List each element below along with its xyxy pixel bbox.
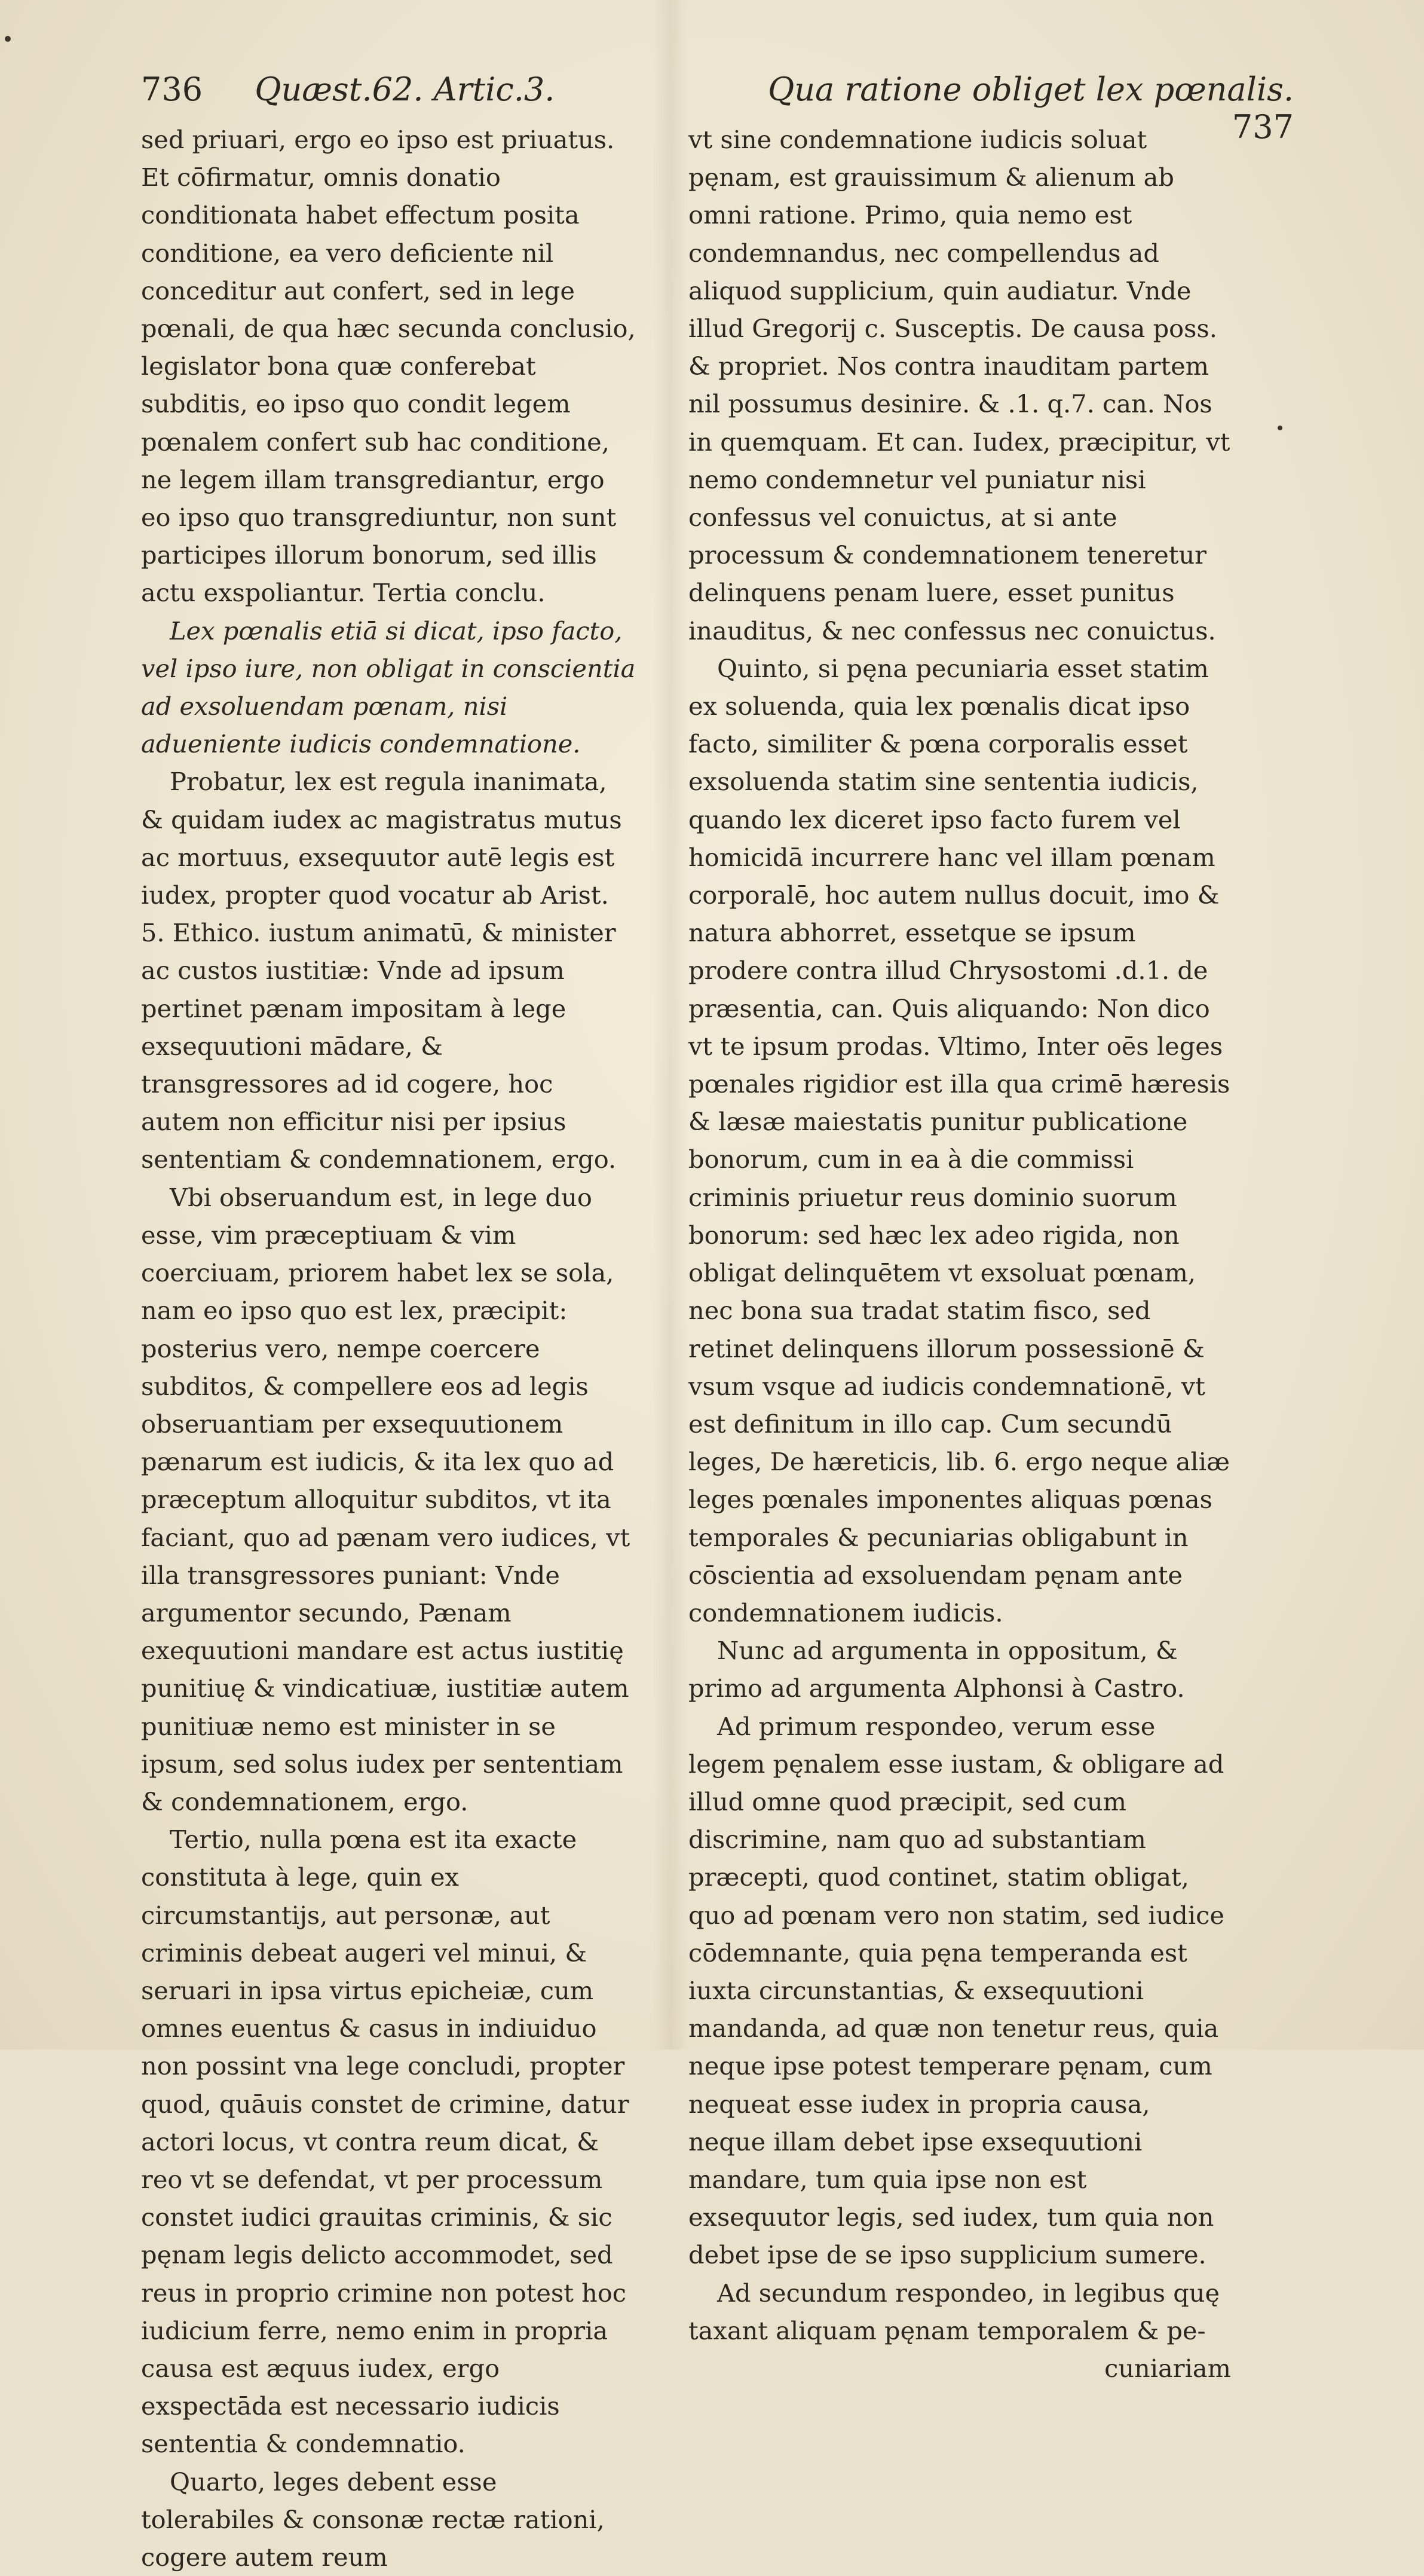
paragraph: Quinto, si pęna pecuniaria esset statim ex soluenda, quia lex pœnalis dicat ipso facto, similiter & pœna corporalis esset exsoluenda statim sine sententia iudicis, quando lex diceret ipso facto furem vel homicidā incurrere hanc vel illam pœnam corporalē, hoc autem nullus docuit, imo & natura abhorret, essetque se ipsum prodere contra illud Chrysostomi .d.1. de præsentia, can. Quis aliquando: Non dico vt te ipsum prodas. Vltimo, Inter oēs leges pœnales rigidior est illa qua crimē hæresis & læsæ maiestatis punitur publicatione bonorum, cum in ea à die commissi criminis priuetur reus dominio suorum bonorum: sed hæc lex adeo rigida, non obligat delinquētem vt exsoluat pœnam, nec bona sua tradat statim fisco, sed retinet delinquens illorum possessionē & vsum vsque ad iudicis condemnationē, vt est definitum in illo cap. Cum secundū leges, De hæreticis, lib. 6. ergo neque aliæ leges pœnales imponentes aliquas pœnas temporales & pecuniarias obligabunt in cōscientia ad exsoluendam pęnam ante condemnationem iudicis. — [688, 653, 1230, 1627]
paragraph: Probatur, lex est regula inanimata, & quidam iudex ac magistratus mutus ac mortuus, exsequutor autē legis est iudex, propter quod vocatur ab Arist. 5. Ethico. iustum animatū, & minister ac custos iustitiæ: Vnde ad ipsum pertinet pænam impositam à lege exsequutioni mādare, & transgressores ad id cogere, hoc autem non efficitur nisi per ipsius sententiam & condemnationem, ergo. — [141, 767, 622, 1174]
page-fold-shadow — [653, 0, 688, 2049]
right-page-number: 737 — [1232, 108, 1294, 146]
right-text-column — [688, 121, 1231, 2383]
paragraph: Ad primum respondeo, verum esse legem pęnalem esse iustam, & obligare ad illud omne quod præcipit, sed cum discrimine, nam quo ad substantiam præcepti, quod continet, statim obligat, quo ad pœnam vero non statim, sed iudice cōdemnante, quia pęna temperanda est iuxta circunstantias, & exsequutioni mandanda, ad quæ non tenetur reus, quia neque ipse potest temperare pęnam, cum nequeat esse iudex in propria causa, neque illam debet ipse exsequutioni mandare, tum quia ipse non est exsequutor legis, sed iudex, tum quia non debet ipse de se ipso supplicium sumere. — [688, 1711, 1224, 2270]
paragraph: Ad secundum respondeo, in legibus quę taxant aliquam pęnam temporalem & pe- — [688, 2278, 1220, 2345]
left-running-title: Quæst.62. Artic.3. — [255, 71, 555, 108]
paragraph: Quarto, leges debent esse tolerabiles & consonæ rectæ rationi, cogere autem reum — [141, 2467, 605, 2572]
paragraph: Vbi obseruandum est, in lege duo esse, vim præceptiuam & vim coerciuam, priorem habet lex se sola, nam eo ipso quo est lex, præcipit: posterius vero, nempe coercere subditos, & compellere eos ad legis obseruantiam per exsequutionem pænarum est iudicis, & ita lex quo ad præceptum alloquitur subditos, vt ita faciant, quo ad pænam vero iudices, vt illa transgressores puniant: Vnde argumentor secundo, Pænam exequutioni mandare est actus iustitię punitiuę & vindicatiuæ, iustitiæ autem punitiuæ nemo est minister in se ipsum, sed solus iudex per sententiam & condemnationem, ergo. — [141, 1182, 630, 1816]
conclusion-statement: Lex pœnalis etiā si dicat, ipso facto, vel ipso iure, non obligat in conscientia ad exsoluendam pœnam, nisi adueniente iudicis condemnatione. — [141, 616, 636, 759]
left-page-number: 736 — [141, 71, 203, 108]
paragraph: Nunc ad argumenta in oppositum, & primo ad argumenta Alphonsi à Castro. — [688, 1636, 1185, 1703]
paragraph: sed priuari, ergo eo ipso est priuatus. Et cōfirmatur, omnis donatio conditionata habet effectum posita conditione, ea vero deficiente nil conceditur aut confert, sed in lege pœnali, de qua hæc secunda conclusio, legislator bona quæ conferebat subditis, eo ipso quo condit legem pœnalem confert sub hac conditione, ne legem illam transgrediantur, ergo eo ipso quo transgrediuntur, non sunt participes illorum bonorum, sed illis actu exspoliantur. Tertia conclu. — [141, 125, 636, 608]
catchword: cuniariam — [1104, 2353, 1231, 2383]
right-running-title: Qua ratione obliget lex pœnalis. — [767, 71, 1294, 108]
left-text-column — [141, 121, 636, 2572]
left-page-header — [141, 71, 655, 108]
paragraph: Tertio, nulla pœna est ita exacte constituta à lege, quin ex circumstantijs, aut personæ, aut criminis debeat augeri vel minui, & seruari in ipsa virtus epicheiæ, cum omnes euentus & casus in indiuiduo non possint vna lege concludi, propter quod, quāuis constet de crimine, datur actori locus, vt contra reum dicat, & reo vt se defendat, vt per processum constet iudici grauitas criminis, & sic pęnam legis delicto accommodet, sed reus in proprio crimine non potest hoc iudicium ferre, nemo enim in propria causa est æquus iudex, ergo exspectāda est necessario iudicis sententia & condemnatio. — [141, 1825, 629, 2459]
ink-speck — [1278, 426, 1282, 430]
paragraph: vt sine condemnatione iudicis soluat pęnam, est grauissimum & alienum ab omni ratione. Primo, quia nemo est condemnandus, nec compellendus ad aliquod supplicium, quin audiatur. Vnde illud Gregorij c. Susceptis. De causa poss. & propriet. Nos contra inauditam partem nil possumus desinire. & .1. q.7. can. Nos in quemquam. Et can. Iudex, præcipitur, vt nemo condemnetur vel puniatur nisi confessus vel conuictus, at si ante processum & condemnationem teneretur delinquens penam luere, esset punitus inauditus, & nec confessus nec conuictus. — [688, 125, 1230, 645]
ink-speck — [5, 36, 11, 42]
